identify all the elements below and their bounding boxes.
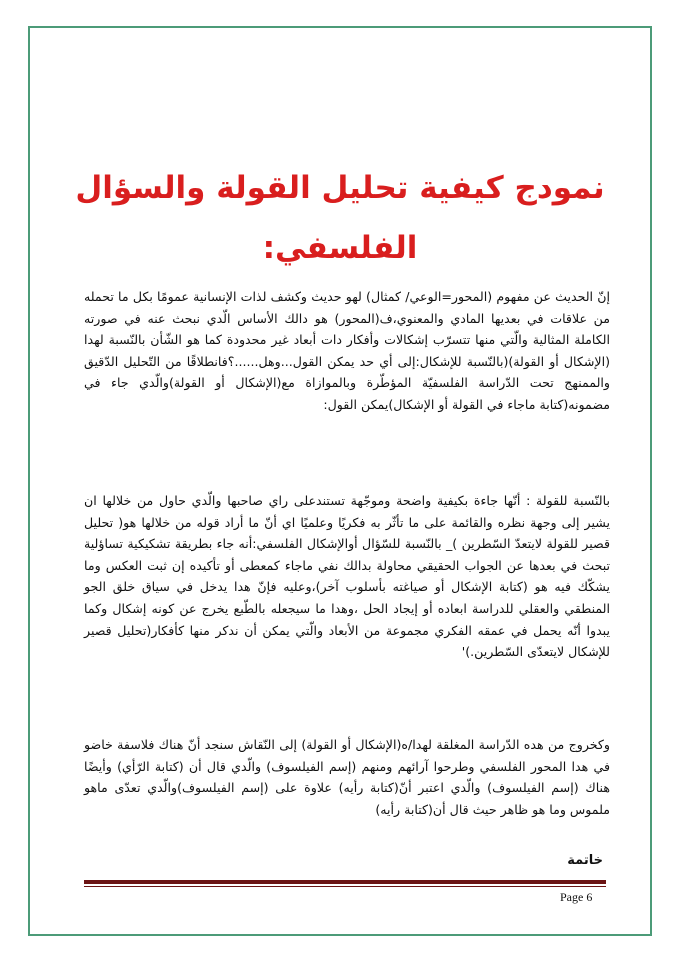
paragraph-introduction: إنّ الحديث عن مفهوم (المحور=الوعي/ كمثال) لهو حديث وكشف لذات الإنسانية عمومًا بكل ما تحمله من علاقات في بعديها المادي والمعنوي،ف(المحور) هو دالك الأساس الّدي نبحث عنه في صورته الكاملة المثالية والّتي منها تتسرّب إشكالات وأفكار دات أبعاد غير محدودة كما هو الشّأن بالنّسبة لهدا (الإشكال أو القولة)(بالنّسبة للإشكال:إلى أي حد يمكن القول...وهل......؟فانطلاقًا من التّحليل الدّقيق والممنهج تحت الدّراسة الفلسفيّة المؤطّرة وبالموازاة مع(الإشكال أو القولة)والّدي جاء في مضمونه(كتابة ماجاء في القولة أو الإشكال)يمكن القول: [84,289,610,412]
footer-divider [84,880,606,884]
footer-divider-thin [84,886,606,887]
conclusion-heading: خاتمة [567,853,603,868]
document-title: نمودج كيفية تحليل القولة والسؤال الفلسفي: [75,170,605,266]
page-number: Page 6 [560,890,593,904]
paragraph-analysis: بالنّسبة للقولة : أنّها جاءة بكيفية واضحة وموجّهة تستندعلى راي صاحبها والّدي حاول من خلالها ان يشير إلى وجهة نظره والقائمة على ما تأثّر به فكريًا وعلميًا اي أنّ ما أراد قوله من خلالها هو( تحليل قصير للقولة لايتعدّ السّطرين )_ بالنّسبة للسّؤال أوالإشكال الفلسفي:أنه جاء بطريقة تشكيكية تساؤلية تبحث في بعدها عن الجواب الحقيقي محاولة بدالك نفي ماجاء كمعطى أو تأكيده إن ثبت العكس وما يشكّك فيه هو (كتابة الإشكال أو صياغته بأسلوب آخر)،وعليه فإنّ هدا يدخل في سياق خلق الجو المنطقي والعقلي للدراسة ابعاده أو إيجاد الحل ،وهدا ما سيجعله بالطّبع يخرج عن كونه إشكال وكما يبدوا أنّه يحمل في عمقه الفكري مجموعة من الأبعاد والّتي يمكن أن ندكر منها كأفكار(تحليل قصير للإشكال لايتعدّى السّطرين.)' [84,493,610,660]
paragraph-discussion: وكخروج من هده الدّراسة المغلقة لهدا/ه(الإشكال أو القولة) إلى النّقاش سنجد أنّ هناك فلاسفة خاضو في هدا المحور الفلسفي وطرحوا آرائهم ومنهم (إسم الفيلسوف) والّدي قال أن (كتابة الرّأي) وأيضًا هناك (إسم الفيلسوف) والّدي اعتبر أنّ(كتابة رأيه) علاوة على (إسم الفيلسوف)والّدي تعدّى ماهو ملموس وما هو ظاهر حيث قال أن(كتابة رأيه) [84,737,610,817]
